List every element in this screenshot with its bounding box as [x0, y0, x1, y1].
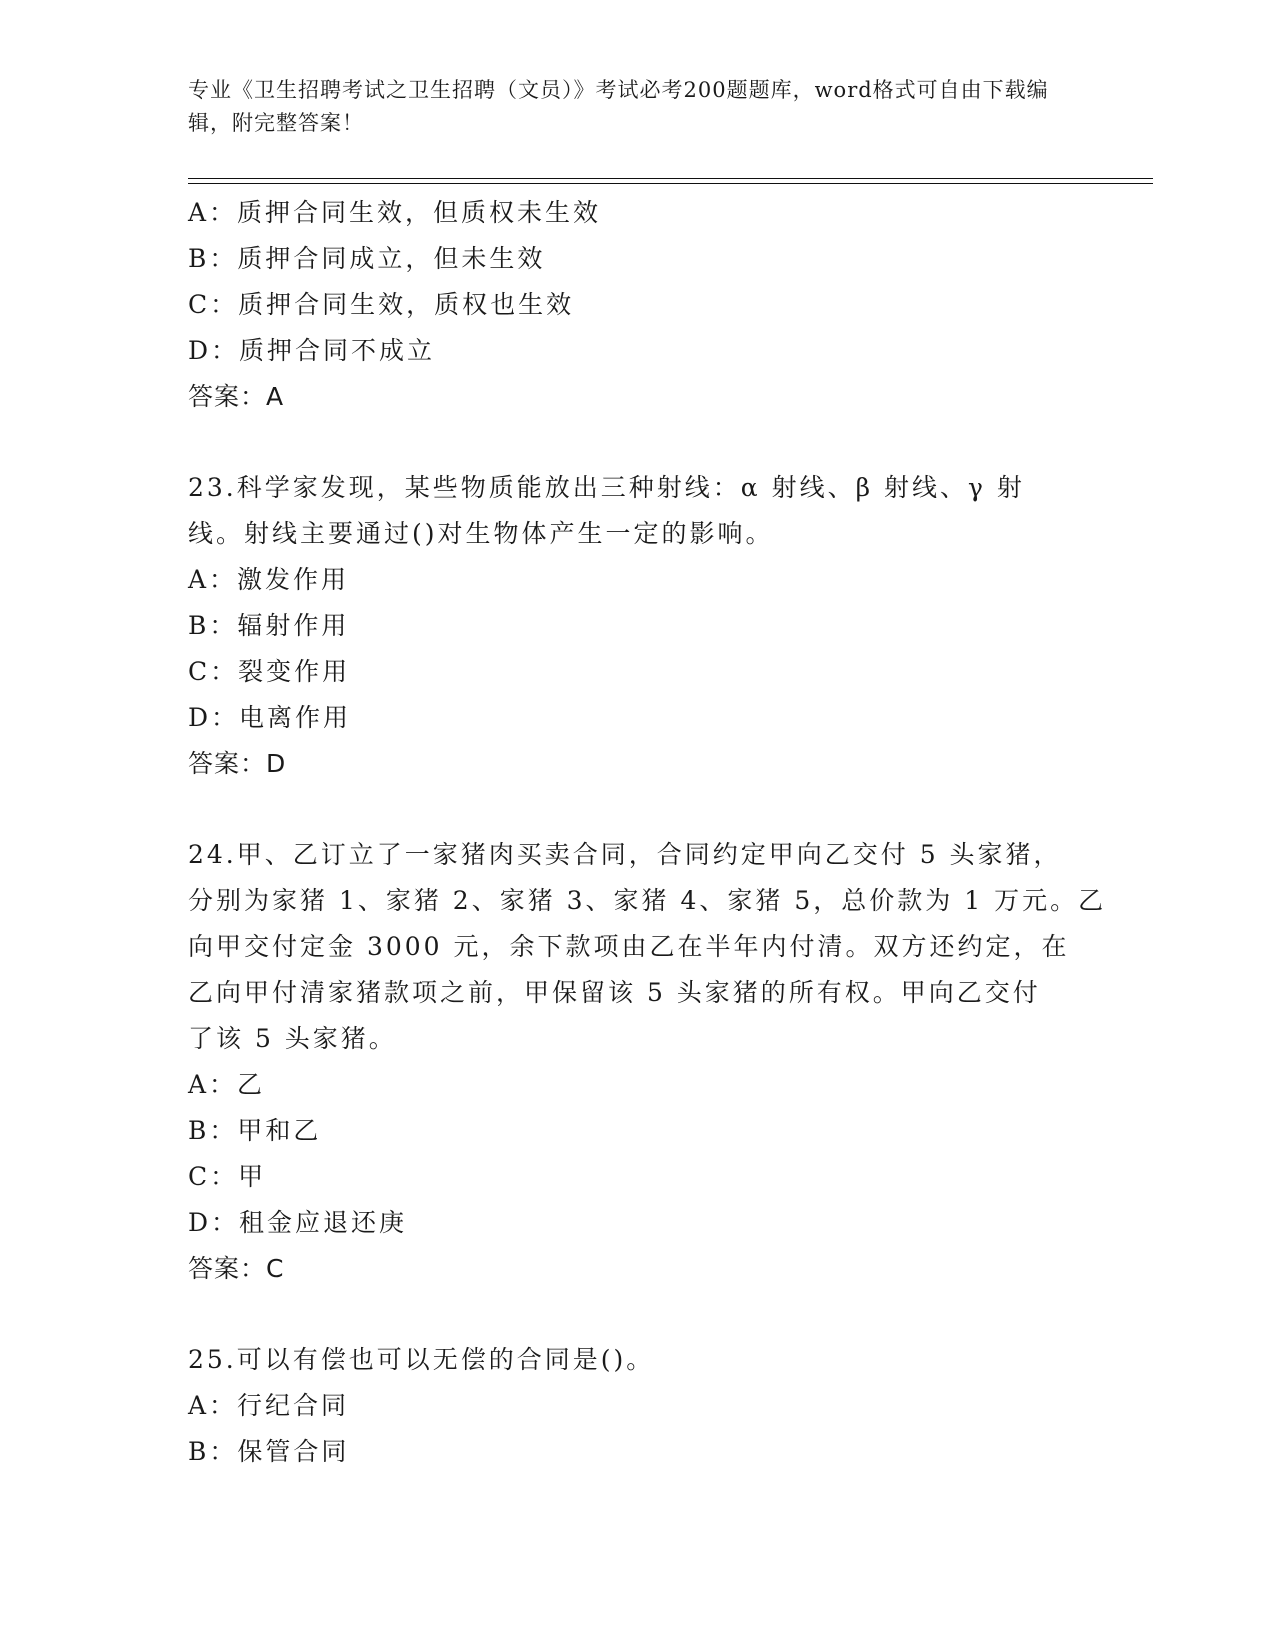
header-divider-bottom [188, 183, 1153, 184]
option-b: B：甲和乙 [188, 1116, 322, 1145]
option-d: D：电离作用 [188, 703, 352, 732]
answer-line: 答案：A [188, 382, 285, 411]
option-a: A：行纪合同 [188, 1391, 350, 1420]
option-c: C：裂变作用 [188, 657, 351, 686]
answer-line: 答案：D [188, 749, 287, 778]
document-header [188, 74, 1068, 140]
option-b: B：辐射作用 [188, 611, 350, 640]
option-a: A：质押合同生效，但质权未生效 [188, 198, 602, 227]
option-c: C：质押合同生效，质权也生效 [188, 290, 575, 319]
question-25 [188, 1337, 1088, 1475]
question-stem-line: 了该 5 头家猪。 [188, 1024, 397, 1053]
option-a: A：激发作用 [188, 565, 350, 594]
question-24 [188, 832, 1107, 1292]
option-d: D：质押合同不成立 [188, 336, 436, 365]
question-23 [188, 465, 1088, 787]
question-stem-line: 25.可以有偿也可以无偿的合同是()。 [188, 1345, 655, 1374]
option-b: B：保管合同 [188, 1437, 350, 1466]
question-stem-line: 向甲交付定金 3000 元，余下款项由乙在半年内付清。双方还约定，在 [188, 932, 1070, 961]
option-d: D：租金应退还庚 [188, 1208, 408, 1237]
question-stem-line: 23.科学家发现，某些物质能放出三种射线：α 射线、β 射线、γ 射 [188, 473, 1025, 502]
question-stem-line: 乙向甲付清家猪款项之前，甲保留该 5 头家猪的所有权。甲向乙交付 [188, 978, 1041, 1007]
question-stem-line: 24.甲、乙订立了一家猪肉买卖合同，合同约定甲向乙交付 5 头家猪， [188, 840, 1062, 869]
question-stem-line: 线。射线主要通过()对生物体产生一定的影响。 [188, 519, 774, 548]
question-stem-line: 分别为家猪 1、家猪 2、家猪 3、家猪 4、家猪 5，总价款为 1 万元。乙 [188, 886, 1107, 915]
header-title: 专业《卫生招聘考试之卫生招聘（文员）》考试必考200题题库，word格式可自由下载编辑，附完整答案！ [188, 78, 1049, 135]
answer-line: 答案：C [188, 1254, 285, 1283]
option-a: A：乙 [188, 1070, 266, 1099]
option-b: B：质押合同成立，但未生效 [188, 244, 546, 273]
question-list [188, 190, 1107, 1475]
option-c: C：甲 [188, 1162, 267, 1191]
question-22 [188, 190, 1088, 420]
header-divider-top [188, 178, 1153, 179]
